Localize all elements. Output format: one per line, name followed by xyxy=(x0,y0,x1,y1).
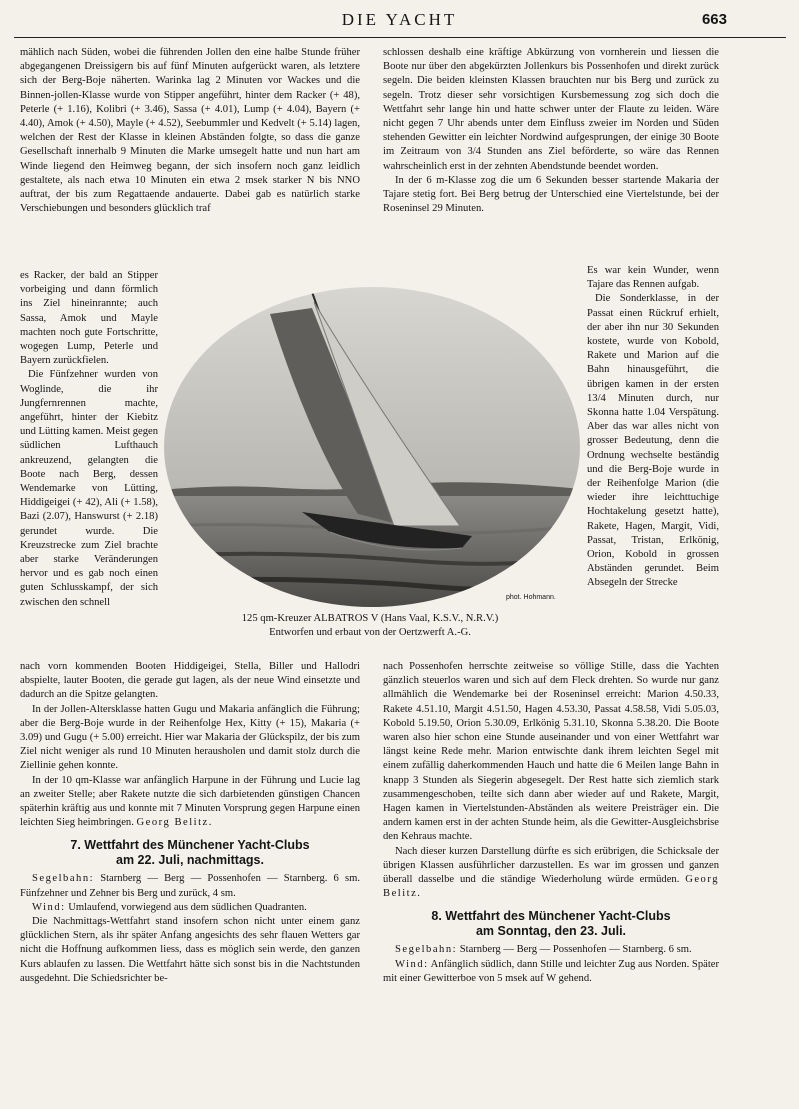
sailboat-image xyxy=(162,286,582,608)
running-title: DIE YACHT xyxy=(341,10,458,29)
heading-line: am 22. Juli, nachmittags. xyxy=(116,853,264,868)
course-label: Segelbahn: xyxy=(32,873,95,885)
right-narrow-column xyxy=(587,264,719,591)
right-column-top xyxy=(383,46,719,216)
wind-text: Anfänglich südlich, dann Stille und leichter Zug aus Norden. Später mit einer Gewitterboe von 5 msek auf W gehend. xyxy=(383,958,719,984)
header-rule xyxy=(14,37,786,38)
photo-credit: phot. Hohmann. xyxy=(506,594,556,601)
paragraph: Die Nachmittags-Wettfahrt stand insofern schon nicht unter einem ganz glücklichen Stern, als ihr später Anfang angesichts des sehr flauen Wetters gar nicht die Hoffnung aufkommen liess, dass es möglich sein werde, den ganzen Kurs ablaufen zu lassen. Die Wettfahrt hätte sich sonst bis in die Nachtstunden ausgedehnt. Die Schiedsrichter be- xyxy=(20,916,360,984)
left-narrow-column xyxy=(20,269,158,610)
section-heading xyxy=(20,838,360,868)
wind-info xyxy=(20,901,360,915)
yacht-photograph xyxy=(162,286,582,608)
author-signature: Georg Belitz. xyxy=(136,817,213,829)
left-column-top xyxy=(20,46,360,216)
wind-label: Wind: xyxy=(32,901,66,913)
course-text: Starnberg — Berg — Possenhofen — Starnberg. 6 sm. Fünfzehner und Zehner bis Berg und zurück, 4 sm. xyxy=(20,873,360,899)
paragraph: nach Possenhofen herrschte zeitweise so völlige Stille, dass die Yachten gänzlich steuerlos waren und sich auf dem Fleck drehten. So wurde nur ganz allmählich die Wendemarke bei der Roseninsel erreicht: Marion 4.50.33, Rakete 4.51.10, Margit 4.51.50, Hagen 4.53.30, Passat 4.58.58, Vidi 5.05.03, Kobold 5.19.50, Orion 5.30.09, Erlkönig 5.31.10, Skonna 5.38.20. Die Boote waren also hier schon eine Stunde auseinander und von einer Wettfahrt war längst keine Rede mehr. Marion entwischte dank ihrem leichten Segel mit einem zufällig daherkommenden Hauch und hatte die 6 Meilen lange Bahn in knapp 3 Stunden als Siegerin abgesegelt. Der Rest hatte sich ziemlich stark zusammengeschoben, teilte sich dann aber wieder auf und Rakete, Margit, Hagen kamen in Viertelstunden-Abständen als weitere Preisträger ein. Die andern kamen erst in der achten Stunde heim, als die Gewitter-Ausgleichsbrise den Kehraus machte. xyxy=(383,661,719,843)
caption-line: 125 qm-Kreuzer ALBATROS V (Hans Vaal, K.S.V., N.R.V.) xyxy=(241,613,499,624)
page-number: 663 xyxy=(701,11,727,28)
course-text: Starnberg — Berg — Possenhofen — Starnberg. 6 sm. xyxy=(459,944,692,956)
paragraph: Die Fünfzehner wurden von Woglinde, die ihr Jungfernrennen machte, angeführt, hinter der Kiebitz und Lütting kamen. Meist gegen südlichen Lufthauch ankreuzend, gelangten die Boote nach Berg, dessen Wendemarke von Lütting, Hiddigeigei (+ 42), Ali (+ 1.58), Bazi (2.07), Hanswurst (+ 2.18) gerundet wurde. Die Kreuzstrecke zum Ziel brachte aber starke Veränderungen hervor und es gab noch einen guten Schlusskampf, der sich zwischen den schnell xyxy=(20,369,158,608)
section-heading xyxy=(383,909,719,939)
paragraph: Die Sonderklasse, in der Passat einen Rückruf erhielt, der aber ihn nur 30 Sekunden kostete, wurde von Kobold, Rakete und Marion auf die Bahn hinausgeführt, die übrigen kamen in der ersten 13/4 Minuten durch, nur Skonna hatte 1.04 Verspätung. Aber das war alles nicht von grosser Bedeutung, denn die Ordnung wechselte beständig und die Berg-Boje wurde in der Reihenfolge Marion (die wieder ihre leichttuchige Hochtakelung gesetzt hatte), Rakete, Hagen, Margit, Vidi, Passat, Tristan, Erlkönig, Orion, Kobold in grossen Abständen gerundet. Beim Absegeln der Strecke xyxy=(587,293,719,589)
wind-text: Umlaufend, vorwiegend aus dem südlichen Quadranten. xyxy=(68,901,307,913)
course-info xyxy=(20,872,360,900)
heading-line: 8. Wettfahrt des Münchener Yacht-Clubs xyxy=(431,909,671,924)
paragraph: es Racker, der bald an Stipper vorbeiging und dann förmlich ins Ziel hineinrannte; auch Sassa, Amok und Mayle machten noch gute Fortschritte, wogegen Lump, Peterle und Bayern zurückfielen. xyxy=(20,270,158,367)
photo-caption xyxy=(165,612,575,640)
wind-label: Wind: xyxy=(395,958,429,970)
paragraph: mählich nach Süden, wobei die führenden Jollen den eine halbe Stunde früher abgegangenen Dreissigern bis auf fünf Minuten aufgerückt waren, als letztere sich der Berg-Boje näherten. Warinka lag 2 Minuten vor Wackes und die Binnen-jollen-Klasse wurde von Stipper angeführt, hinter dem Racker (+ 48), Peterle (+ 1.16), Kolibri (+ 3.46), Sassa (+ 4.01), Lump (+ 4.04), Bayern (+ 4.40), Amok (+ 4.50), Mayle (+ 4.52), Seebummler und Kedvelt (+ 5.14) lagen, welchen der Rest der Klasse in kleinen Abständen folgte, so dass die ganze Gesellschaft innerhalb 9 Minuten die Marke umsegelt hatte und nun hart am Winde liegend den Heimweg begann, der sich insofern noch ganz leidlich gestaltete, als nach etwa 10 Minuten ein etwa 2 msek starker N bis NNO auftrat, der bis zum Regattaende andauerte. Dabei gab es natürlich starke Verschiebungen und besonders glücklich traf xyxy=(20,47,360,215)
left-column-bottom xyxy=(20,660,360,986)
author-signature: Georg Belitz. xyxy=(383,874,719,900)
paragraph: In der 6 m-Klasse zog die um 6 Sekunden besser startende Makaria der Tajare stetig fort. Bei Berg betrug der Unterschied eine Viertelstunde, bei der Roseninsel 29 Minuten. xyxy=(383,174,719,215)
page-header xyxy=(0,10,799,36)
wind-info xyxy=(383,958,719,986)
heading-line: am Sonntag, den 23. Juli. xyxy=(475,924,627,939)
heading-line: 7. Wettfahrt des Münchener Yacht-Clubs xyxy=(70,838,310,853)
paragraph-text: Nach dieser kurzen Darstellung dürfte es sich erübrigen, die Schicksale der übrigen Klassen ausführlicher darzustellen. Es war im grossen und ganzen überall dasselbe und die ständige Wiederholung würde ermüden. xyxy=(383,845,719,886)
paragraph-text: In der 10 qm-Klasse war anfänglich Harpune in der Führung und Lucie lag an zweiter Stelle; aber Rakete nutzte die sich darbietenden günstigen Chancen späterhin kräftig aus und konnte mit 7 Minuten Vorsprung gegen Harpune einen leichten Sieg heimbringen. xyxy=(20,774,360,829)
caption-line: Entworfen und erbaut von der Oertzwerft A.-G. xyxy=(269,627,471,638)
course-label: Segelbahn: xyxy=(395,944,458,956)
paragraph: nach vorn kommenden Booten Hiddigeigei, Stella, Biller und Hallodri abspielte, lauter Booten, die gerade gut lagen, als der neue Wind einsetzte und dadurch an die Spitze gelangten. xyxy=(20,661,360,701)
paragraph: In der Jollen-Altersklasse hatten Gugu und Makaria anfänglich die Führung; aber die Berg-Boje wurde in der Reihenfolge Hex, Kitty (+ 15), Makaria (+ 3.09) und Gugu (+ 5.00) erreicht. Hier war Makaria der Glückspilz, der bis zum Ziel nicht weniger als rund 10 Minuten herausholen und damit stolz durch die Ziellinie gehen konnte. xyxy=(20,703,360,772)
paragraph: schlossen deshalb eine kräftige Abkürzung von vornherein und liessen die Boote nur über den abgekürzten Jollenkurs bis Possenhofen und direkt zurück segeln. Die beiden kleinsten Klassen brauchten nur bis Berg und zurück zu segeln. Trotz dieser sehr vorsichtigen Kursbemessung zog sich doch die Wettfahrt sehr lange hin und hatte schwer unter der Flaute zu leiden. Wäre nicht gegen 7 Uhr abends unter dem Einfluss zweier im Norden und Süden stehenden Gewitter ein leichter Nordwind aufgesprungen, der einige 30 Boote im Zeitraum von 3/4 Stunden ans Ziel beförderte, so wäre das Rennen wahrscheinlich erst in der zehnten Abendstunde beendet worden. xyxy=(383,47,719,172)
paragraph xyxy=(20,774,360,831)
paragraph: Es war kein Wunder, wenn Tajare das Rennen aufgab. xyxy=(587,265,719,291)
right-column-bottom xyxy=(383,660,719,986)
paragraph xyxy=(383,845,719,902)
course-info xyxy=(383,943,719,957)
